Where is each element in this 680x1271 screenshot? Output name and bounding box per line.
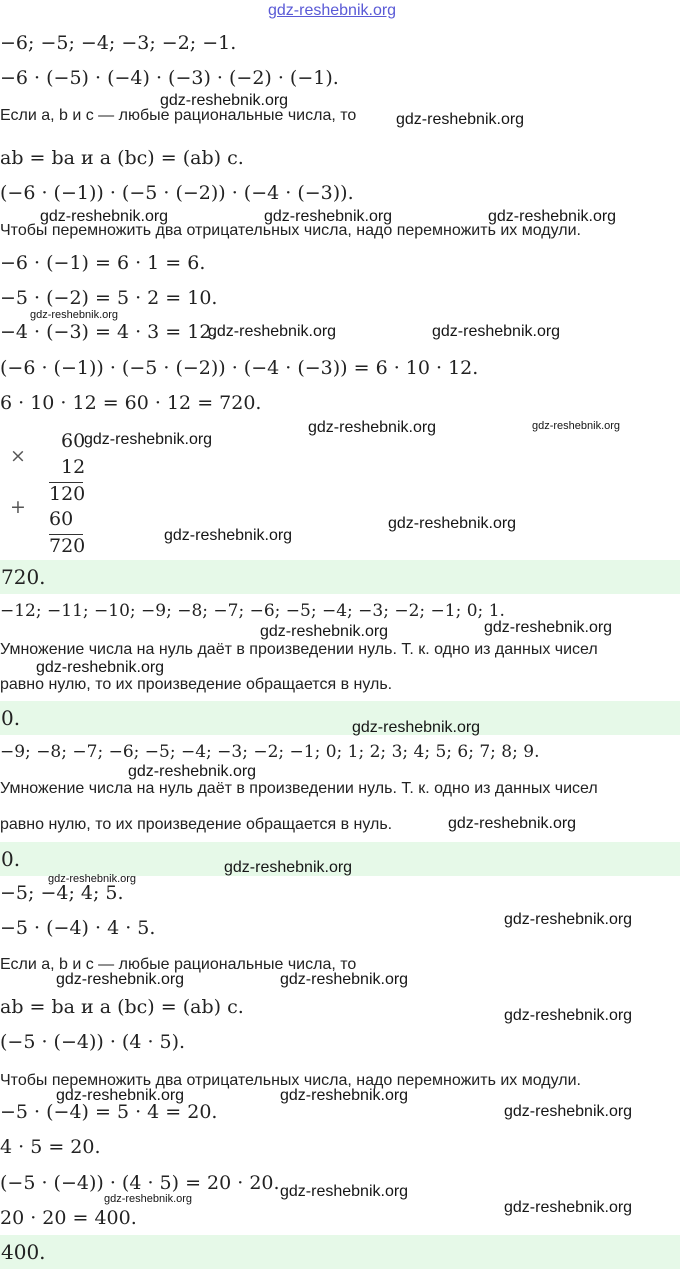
watermark: gdz-reshebnik.org [160,92,289,109]
product-expression: −5 · (−4) · 4 · 5. [0,917,156,939]
watermark: gdz-reshebnik.org [488,208,617,225]
rule-text: Умножение числа на нуль даёт в произведении нуль. Т. к. одно из данных чисел [0,641,598,658]
watermark-top[interactable]: gdz-reshebnik.org [268,2,397,19]
watermark: gdz-reshebnik.org [504,1007,633,1024]
rule-text: Если a, b и c — любые рациональные числа, то [0,956,357,973]
answer-value: 0. [1,706,21,730]
watermark: gdz-reshebnik.org [40,208,169,225]
watermark: gdz-reshebnik.org [432,323,561,340]
partial-product-1: 120 [49,483,86,505]
answer-value: 720. [1,565,46,589]
watermark: gdz-reshebnik.org [84,431,213,448]
conclusion-text: равно нулю, то их произведение обращается в нуль. [0,676,393,693]
numbers-list: −5; −4; 4; 5. [0,882,124,904]
watermark: gdz-reshebnik.org [260,623,389,640]
watermark: gdz-reshebnik.org [396,111,525,128]
watermark: gdz-reshebnik.org [280,1087,409,1104]
watermark: gdz-reshebnik.org [504,1199,633,1216]
answer-box [0,1235,680,1269]
watermark: gdz-reshebnik.org [308,419,437,436]
plus-sign: + [10,496,26,518]
step-line: −4 · (−3) = 4 · 3 = 12. [0,321,218,343]
answer-value: 0. [1,847,21,871]
step-line: 6 · 10 · 12 = 60 · 12 = 720. [0,392,262,414]
watermark: gdz-reshebnik.org [352,719,481,736]
answer-box [0,560,680,594]
rule-text: Чтобы перемножить два отрицательных числа, надо перемножить их модули. [0,1072,581,1089]
watermark: gdz-reshebnik.org [30,309,119,321]
factor-a: 60 [61,430,86,452]
watermark: gdz-reshebnik.org [280,971,409,988]
watermark: gdz-reshebnik.org [48,873,137,885]
watermark: gdz-reshebnik.org [388,515,517,532]
watermark: gdz-reshebnik.org [504,911,633,928]
times-sign: × [10,445,26,467]
answer-value: 400. [1,1240,46,1264]
step-line: (−6 · (−1)) · (−5 · (−2)) · (−4 · (−3)) = 6 · 10 · 12. [0,357,479,379]
step-line: −6 · (−1) = 6 · 1 = 6. [0,252,206,274]
rule-text: Умножение числа на нуль даёт в произведении нуль. Т. к. одно из данных чисел [0,780,598,797]
column-result: 720 [49,535,86,557]
answer-box [0,701,680,735]
watermark: gdz-reshebnik.org [104,1193,193,1205]
rule-text: Чтобы перемножить два отрицательных числа, надо перемножить их модули. [0,222,581,239]
watermark: gdz-reshebnik.org [224,859,353,876]
watermark: gdz-reshebnik.org [532,420,621,432]
watermark: gdz-reshebnik.org [484,619,613,636]
product-expression: −6 · (−5) · (−4) · (−3) · (−2) · (−1). [0,67,339,89]
watermark: gdz-reshebnik.org [128,763,257,780]
watermark: gdz-reshebnik.org [448,815,577,832]
watermark: gdz-reshebnik.org [164,527,293,544]
conclusion-text: равно нулю, то их произведение обращается в нуль. [0,816,393,833]
watermark: gdz-reshebnik.org [280,1183,409,1200]
step-line: (−5 · (−4)) · (4 · 5) = 20 · 20. [0,1172,280,1194]
watermark: gdz-reshebnik.org [208,323,337,340]
watermark: gdz-reshebnik.org [264,208,393,225]
factor-b: 12 [61,456,86,478]
watermark: gdz-reshebnik.org [56,1087,185,1104]
numbers-list: −12; −11; −10; −9; −8; −7; −6; −5; −4; −3; −2; −1; 0; 1. [0,601,505,621]
rule-formula: ab = ba и a (bc) = (ab) c. [0,147,244,169]
grouped-expression: (−6 · (−1)) · (−5 · (−2)) · (−4 · (−3)). [0,182,354,204]
step-line: 20 · 20 = 400. [0,1207,137,1229]
step-line: −5 · (−2) = 5 · 2 = 10. [0,287,218,309]
watermark: gdz-reshebnik.org [504,1103,633,1120]
step-line: 4 · 5 = 20. [0,1136,101,1158]
grouped-expression: (−5 · (−4)) · (4 · 5). [0,1031,186,1053]
watermark: gdz-reshebnik.org [36,659,165,676]
rule-formula: ab = ba и a (bc) = (ab) c. [0,996,244,1018]
step-line: −5 · (−4) = 5 · 4 = 20. [0,1101,218,1123]
watermark: gdz-reshebnik.org [56,971,185,988]
partial-product-2: 60 [49,508,74,530]
numbers-list: −9; −8; −7; −6; −5; −4; −3; −2; −1; 0; 1; 2; 3; 4; 5; 6; 7; 8; 9. [0,742,540,762]
numbers-list: −6; −5; −4; −3; −2; −1. [0,32,237,54]
rule-text: Если a, b и c — любые рациональные числа, то [0,107,357,124]
